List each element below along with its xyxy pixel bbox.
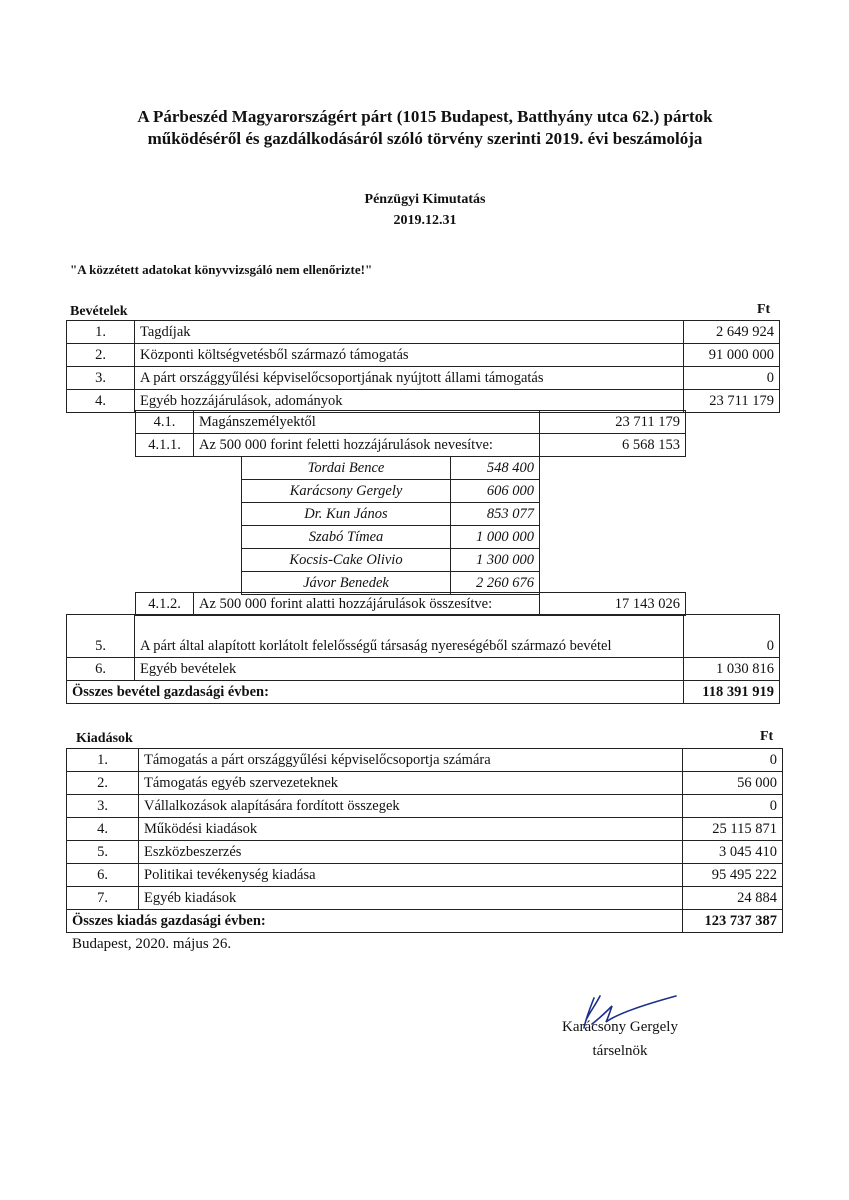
row-number: 3. <box>67 795 139 818</box>
table-row <box>67 344 780 367</box>
donor-name: Kocsis-Cake Olivio <box>242 549 451 572</box>
row-number: 2. <box>67 344 135 367</box>
total-row <box>67 681 780 704</box>
row-amount: 17 143 026 <box>540 593 686 616</box>
row-label: Magánszemélyektől <box>194 411 540 434</box>
total-amount: 118 391 919 <box>684 681 780 704</box>
table-row <box>67 841 783 864</box>
row-amount: 0 <box>684 367 780 390</box>
row-label: Az 500 000 forint alatti hozzájárulások összesítve: <box>194 593 540 616</box>
donor-amount: 1 300 000 <box>451 549 540 572</box>
row-label: Támogatás a párt országgyűlési képviselőcsoportja számára <box>139 749 683 772</box>
row-amount: 95 495 222 <box>683 864 783 887</box>
row-number: 2. <box>67 772 139 795</box>
table-row <box>242 480 540 503</box>
income-currency: Ft <box>757 302 771 317</box>
row-amount: 0 <box>683 795 783 818</box>
table-row <box>136 434 686 457</box>
row-number: 6. <box>67 658 135 681</box>
donor-name: Karácsony Gergely <box>242 480 451 503</box>
income-subtable <box>135 410 686 457</box>
table-row <box>67 749 783 772</box>
row-label: Támogatás egyéb szervezeteknek <box>139 772 683 795</box>
expenses-currency: Ft <box>760 729 774 744</box>
row-amount: 2 649 924 <box>684 321 780 344</box>
donor-name: Tordai Bence <box>242 457 451 480</box>
income-table <box>66 320 780 413</box>
donor-amount: 606 000 <box>451 480 540 503</box>
donor-amount: 853 077 <box>451 503 540 526</box>
donor-table <box>241 456 540 595</box>
disclaimer: "A közzétett adatokat könyvvizsgáló nem ellenőrizte!" <box>70 262 373 277</box>
row-amount: 1 030 816 <box>684 658 780 681</box>
place-date: Budapest, 2020. május 26. <box>72 936 232 952</box>
row-label: Központi költségvetésből származó támogatás <box>135 344 684 367</box>
row-amount: 23 711 179 <box>540 411 686 434</box>
row-number: 7. <box>67 887 139 910</box>
table-row <box>136 593 686 616</box>
title-line-2: működéséről és gazdálkodásáról szóló törvény szerinti 2019. évi beszámolója <box>147 129 703 148</box>
row-number: 5. <box>67 615 135 658</box>
table-row <box>67 795 783 818</box>
row-label: A párt országgyűlési képviselőcsoportjának nyújtott állami támogatás <box>135 367 684 390</box>
table-row <box>67 321 780 344</box>
table-row <box>67 615 780 658</box>
row-label: Egyéb kiadások <box>139 887 683 910</box>
total-label: Összes kiadás gazdasági évben: <box>67 910 683 933</box>
row-label: Vállalkozások alapítására fordított összegek <box>139 795 683 818</box>
expenses-table <box>66 748 783 933</box>
row-label: A párt által alapított korlátolt felelősségű társaság nyereségéből származó bevétel <box>135 615 684 658</box>
signatory-name: Karácsony Gergely <box>562 1019 678 1035</box>
row-label: Működési kiadások <box>139 818 683 841</box>
table-row <box>136 411 686 434</box>
income-subtable-below <box>135 592 686 616</box>
table-row <box>242 526 540 549</box>
signatory-role: társelnök <box>592 1043 648 1059</box>
donor-amount: 548 400 <box>451 457 540 480</box>
row-label: Egyéb hozzájárulások, adományok <box>135 390 684 413</box>
row-label: Eszközbeszerzés <box>139 841 683 864</box>
row-amount: 25 115 871 <box>683 818 783 841</box>
donor-amount: 2 260 676 <box>451 572 540 595</box>
row-number: 5. <box>67 841 139 864</box>
table-row <box>67 887 783 910</box>
total-amount: 123 737 387 <box>683 910 783 933</box>
table-row <box>242 457 540 480</box>
row-amount: 6 568 153 <box>540 434 686 457</box>
row-amount: 91 000 000 <box>684 344 780 367</box>
row-number: 1. <box>67 749 139 772</box>
total-row <box>67 910 783 933</box>
expenses-header: Kiadások <box>76 731 133 746</box>
row-label: Az 500 000 forint feletti hozzájárulások nevesítve: <box>194 434 540 457</box>
row-label: Politikai tevékenység kiadása <box>139 864 683 887</box>
row-number: 3. <box>67 367 135 390</box>
statement-name: Pénzügyi Kimutatás <box>364 192 486 207</box>
total-label: Összes bevétel gazdasági évben: <box>67 681 684 704</box>
table-row <box>242 503 540 526</box>
title-line-1: A Párbeszéd Magyarországért párt (1015 Budapest, Batthyány utca 62.) pártok <box>137 107 713 126</box>
document-title <box>60 106 790 150</box>
row-amount: 23 711 179 <box>684 390 780 413</box>
table-row <box>67 772 783 795</box>
row-amount: 3 045 410 <box>683 841 783 864</box>
row-amount: 56 000 <box>683 772 783 795</box>
row-number: 1. <box>67 321 135 344</box>
row-amount: 0 <box>683 749 783 772</box>
row-number: 4. <box>67 818 139 841</box>
table-row <box>67 818 783 841</box>
donor-name: Szabó Tímea <box>242 526 451 549</box>
table-row <box>67 367 780 390</box>
row-amount: 0 <box>684 615 780 658</box>
row-number: 4.1. <box>136 411 194 434</box>
donor-amount: 1 000 000 <box>451 526 540 549</box>
row-number: 6. <box>67 864 139 887</box>
row-number: 4.1.1. <box>136 434 194 457</box>
donor-name: Jávor Benedek <box>242 572 451 595</box>
donor-name: Dr. Kun János <box>242 503 451 526</box>
table-row <box>67 658 780 681</box>
table-row <box>242 549 540 572</box>
income-header: Bevételek <box>70 304 128 319</box>
statement-date: 2019.12.31 <box>393 213 457 228</box>
row-label: Egyéb bevételek <box>135 658 684 681</box>
row-number: 4. <box>67 390 135 413</box>
row-amount: 24 884 <box>683 887 783 910</box>
row-number: 4.1.2. <box>136 593 194 616</box>
table-row <box>67 864 783 887</box>
income-table-lower <box>66 614 780 704</box>
row-label: Tagdíjak <box>135 321 684 344</box>
